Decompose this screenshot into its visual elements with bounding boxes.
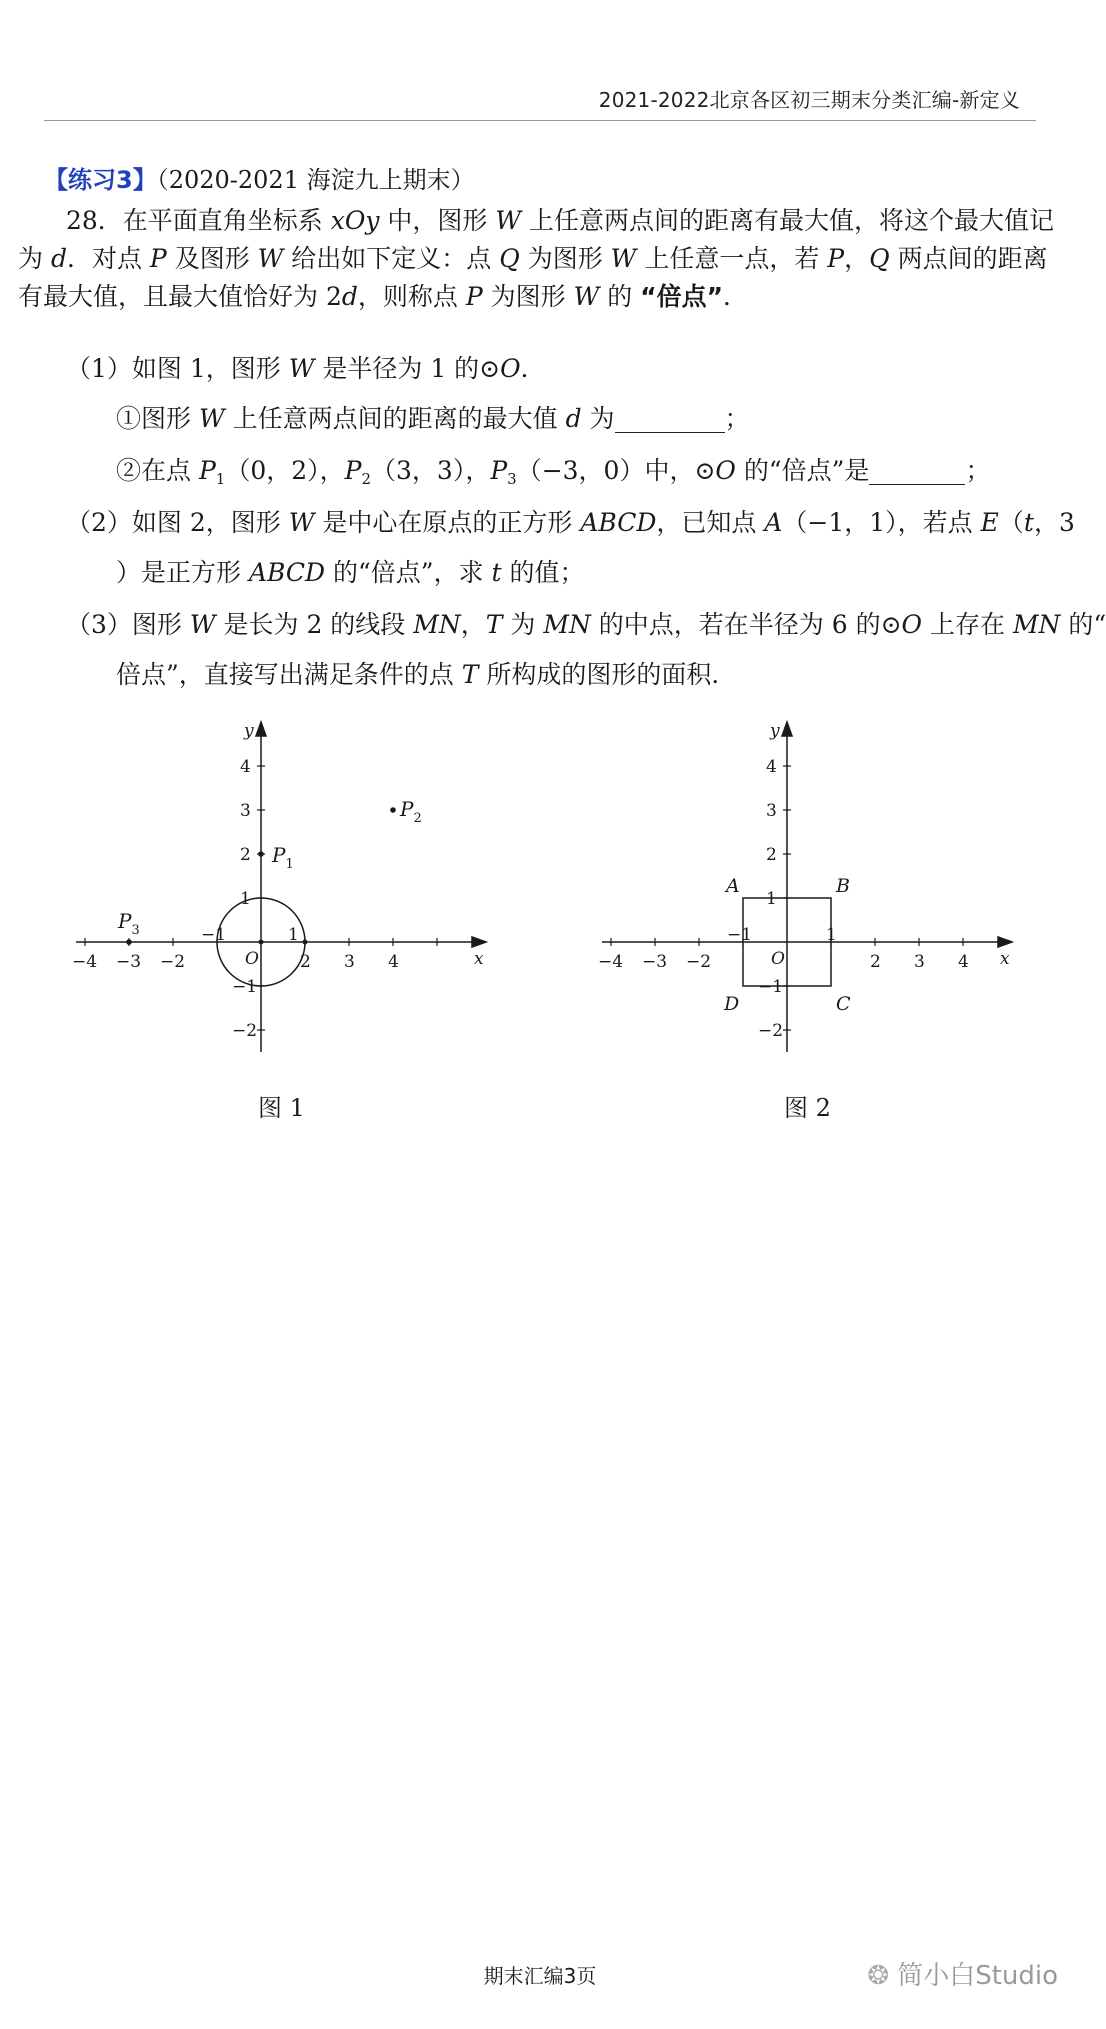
fig2-tick-x: 4 (958, 952, 969, 972)
fig1-y-arrow (256, 722, 266, 736)
fig2-tick-x: −3 (642, 952, 668, 972)
practice-source: （2020-2021 海淀九上期末） (156, 166, 475, 194)
fig1-label-P2: $P_2$ (400, 797, 422, 826)
fig2-vertex-A: A (726, 875, 740, 897)
fig1-tick-y: 4 (240, 757, 251, 777)
page-header: 2021-2022北京各区初三期末分类汇编-新定义 (598, 88, 1020, 112)
fig1-tick-x: −1 (201, 925, 227, 945)
wechat-icon: ❂ (867, 1961, 890, 1991)
fig2-vertex-B: B (836, 875, 850, 897)
fig1-tick-x: −3 (116, 952, 142, 972)
fig2-tick-y: 1 (766, 889, 777, 909)
fig1-tick-y: −2 (232, 1021, 258, 1041)
fig1-tick-x: 4 (388, 952, 399, 972)
fig1-point-P1 (258, 851, 264, 857)
fig2-tick-y: 4 (766, 757, 777, 777)
part2-line1: （2）如图 2，图形 W 是中心在原点的正方形 ABCD，已知点 A（−1，1），若点 E（t，3 (66, 508, 1075, 537)
figure-1 (60, 712, 500, 1072)
fig2-x-label: x (1000, 949, 1010, 969)
fig1-origin-label: O (245, 949, 259, 969)
bei-dian-term: “倍点” (640, 282, 724, 311)
part1-question1: ①图形 W 上任意两点间的距离的最大值 d 为 ； (116, 404, 750, 433)
fig1-x-label: x (474, 949, 484, 969)
fig1-tick-x: 3 (344, 952, 355, 972)
fig1-tick-x: −4 (72, 952, 98, 972)
fig2-y-label: y (770, 721, 780, 741)
fig1-tick-y: −1 (232, 977, 258, 997)
fig1-tick-x: 1 (288, 925, 299, 945)
part1-heading: （1）如图 1，图形 W 是半径为 1 的⊙O． (66, 354, 546, 383)
answer-blank-1[interactable] (615, 404, 725, 433)
part3-line1: （3）图形 W 是长为 2 的线段 MN，T 为 MN 的中点，若在半径为 6 的⊙O 上存在 MN 的“ (66, 610, 1106, 639)
fig2-x-arrow (998, 937, 1012, 947)
watermark: ❂ 简小白Studio (867, 1961, 1058, 1991)
fig2-caption: 图 2 (784, 1094, 831, 1122)
fig2-tick-x: 3 (914, 952, 925, 972)
practice-tag: 【练习3】 (44, 166, 157, 194)
practice-heading (44, 160, 475, 195)
part2-line2: ）是正方形 ABCD 的“倍点”，求 t 的值； (116, 558, 585, 587)
fig1-tick-y: 2 (240, 845, 251, 865)
fig1-label-P1: $P_1$ (272, 843, 294, 872)
figure-2 (586, 712, 1026, 1072)
fig2-tick-y: −2 (758, 1021, 784, 1041)
fig2-tick-y: 2 (766, 845, 777, 865)
fig2-tick-x: 2 (870, 952, 881, 972)
fig1-x-arrow (472, 937, 486, 947)
fig1-tick-x: −2 (160, 952, 186, 972)
fig1-tick-x: 2 (300, 952, 311, 972)
fig2-tick-x: −2 (686, 952, 712, 972)
fig1-point-x1 (303, 940, 308, 945)
fig2-tick-x: −4 (598, 952, 624, 972)
page-footer: 期末汇编3页 (483, 1964, 597, 1988)
fig2-tick-x: −1 (727, 925, 753, 945)
fig1-tick-y: 1 (240, 889, 251, 909)
fig2-origin-label: O (771, 949, 785, 969)
fig1-point-P3 (126, 939, 132, 945)
fig2-tick-x: 1 (826, 925, 837, 945)
fig1-point-P2 (390, 807, 396, 813)
part3-line2: 倍点”，直接写出满足条件的点 T 所构成的图形的面积． (116, 660, 737, 689)
fig2-vertex-D: D (724, 993, 740, 1015)
fig1-tick-y: 3 (240, 801, 251, 821)
header-divider (44, 120, 1036, 121)
fig1-label-P3: $P_3$ (118, 909, 140, 938)
fig2-y-arrow (782, 722, 792, 736)
part1-question2: ②在点 $P_1(0$，2），$P_2(3$，3），$P_3(-3$，0）中，⊙O 的“倍点”是 ； (116, 456, 991, 488)
fig2-tick-y: 3 (766, 801, 777, 821)
fig1-caption: 图 1 (258, 1094, 305, 1122)
answer-blank-2[interactable] (869, 456, 965, 485)
fig2-vertex-C: C (836, 993, 851, 1015)
fig2-tick-y: −1 (758, 977, 784, 997)
fig1-y-label: y (244, 721, 254, 741)
fig1-point-origin (259, 940, 264, 945)
problem-intro: 28．在平面直角坐标系 xOy 中，图形 W 上任意两点间的距离有最大值，将这个最大值记为 d．对点 P 及图形 W 给出如下定义：点 Q 为图形 W 上任意一点，若 P，Q 两点间的距离有最大值，且最大值恰好为 2d，则称点 P 为图形 W 的 “倍点”． (18, 206, 1055, 311)
